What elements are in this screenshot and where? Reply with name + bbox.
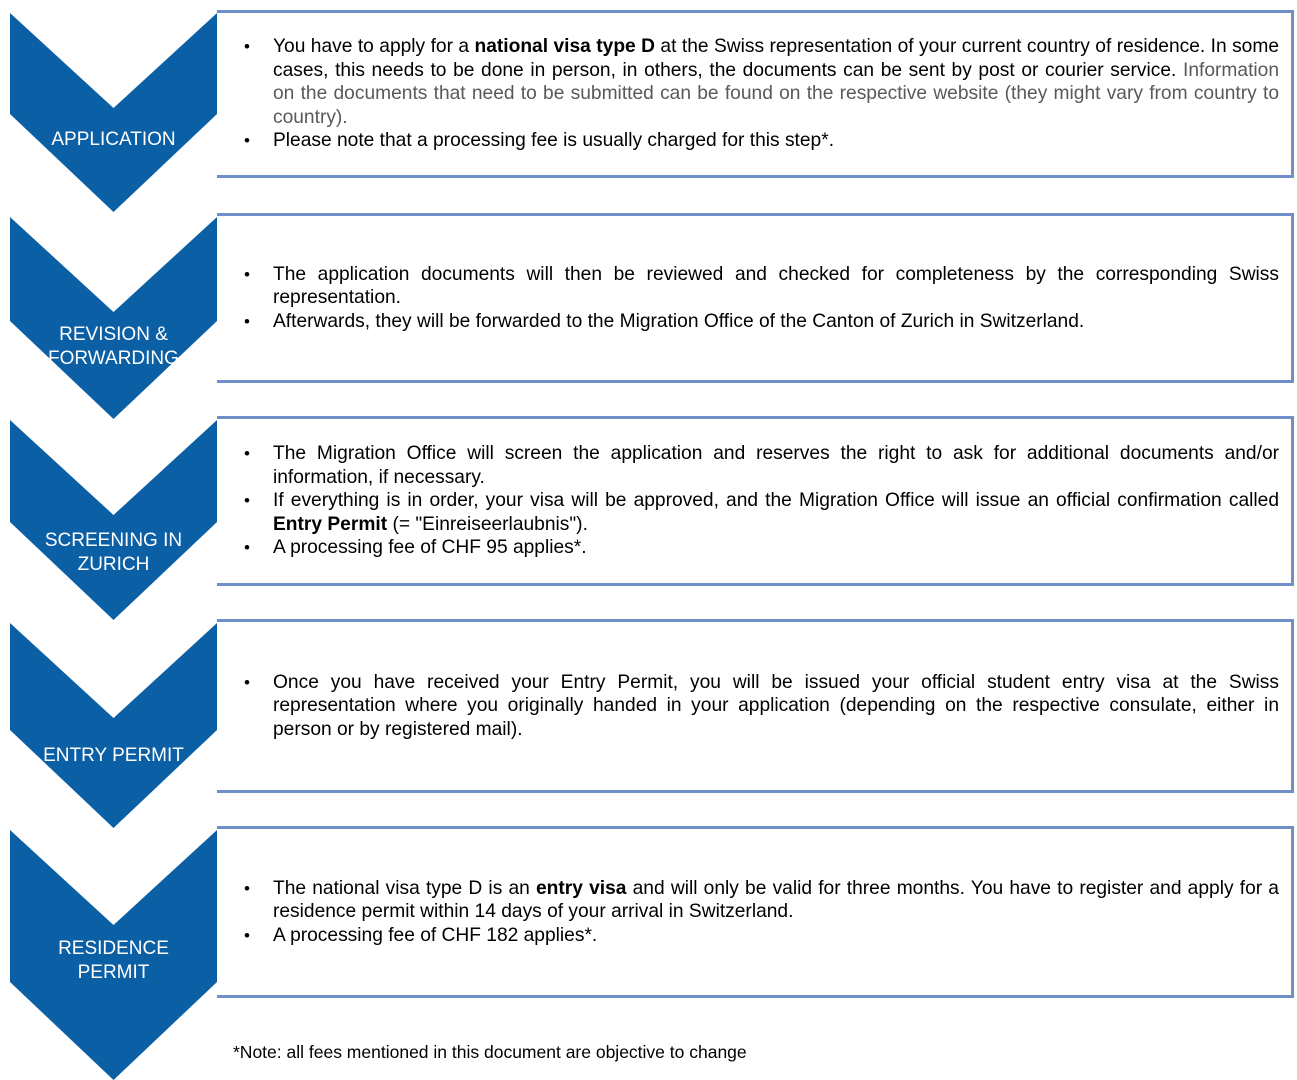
step-label-line: APPLICATION [51,129,176,150]
chevron-step-5 [10,830,217,1080]
step-label [10,937,217,985]
text-run: Once you have received your Entry Permit, you will be issued your official student entry visa at the Swiss representation where you originally handed in your application (depending on the respective consulate, either in person or by registered mail). [273,671,1279,740]
fees-note: *Note: all fees mentioned in this document are objective to change [233,1042,747,1062]
bullet-item [273,263,1279,310]
step-label-line: SCREENING IN [44,530,183,551]
chevron-shape-2 [10,217,217,419]
step-label-line: ZURICH [77,554,150,575]
step-description-box [217,416,1294,586]
text-run: (= "Einreiseerlaubnis"). [387,513,588,535]
bullet-item [273,489,1279,536]
step-description-box [217,213,1294,383]
step-label [10,744,217,768]
chevron-shape-3 [10,420,217,620]
gray-text: Information on the documents that need to be submitted can be found on the respective website (they might vary from country to country). [273,59,1279,128]
bullet-item [273,442,1279,489]
text-run: A processing fee of CHF 95 applies*. [273,537,587,559]
bullet-item [273,35,1279,129]
step-label-line: FORWARDING [48,348,179,369]
chevron-shape-4 [10,623,217,828]
bold-text: entry visa [536,877,627,899]
step-description-box [217,10,1294,178]
text-run: A processing fee of CHF 182 applies*. [273,924,598,946]
chevron-shape-1 [10,13,217,212]
text-run: Please note that a processing fee is usually charged for this step*. [273,130,835,152]
step-label-line: PERMIT [77,962,150,983]
step-label-line: REVISION & [59,324,168,345]
bullet-item [273,877,1279,924]
text-run: and will only be valid for three months. You have to register and apply for a residence permit within 14 days of your arrival in Switzerland. [273,877,1279,923]
bullet-list [217,35,1291,153]
step-label-line: RESIDENCE [58,938,169,959]
step-description-box [217,826,1294,998]
bullet-item [273,536,1279,560]
bold-text: Entry Permit [273,513,388,535]
step-label [10,323,217,371]
text-run: Afterwards, they will be forwarded to the Migration Office of the Canton of Zurich in Switzerland. [273,310,1085,332]
bold-text: national visa type D [474,36,655,58]
text-run: If everything is in order, your visa will be approved, and the Migration Office will issue an official confirmation called [273,490,1279,512]
bullet-list [217,671,1291,742]
bullet-list [217,263,1291,334]
step-label [10,529,217,577]
chevron-step-3 [10,420,217,620]
bullet-list [217,442,1291,560]
bullet-item [273,924,1279,948]
bullet-item [273,671,1279,742]
chevron-step-2 [10,217,217,419]
step-description-box [217,619,1294,793]
text-run: The Migration Office will screen the application and reserves the right to ask for additional documents and/or information, if necessary. [273,443,1279,488]
chevron-step-1 [10,13,217,212]
text-run: The application documents will then be reviewed and checked for completeness by the corresponding Swiss representation. [273,263,1279,309]
bullet-item [273,129,1279,153]
text-run: at the Swiss representation of your current country of residence. In some cases, this needs to be done in person, in others, the documents can be sent by post or courier service. [273,36,1280,81]
step-label [10,128,217,152]
step-label-line: ENTRY PERMIT [43,745,184,766]
chevron-step-4 [10,623,217,828]
text-run: You have to apply for a [273,36,475,58]
text-run: The national visa type D is an [273,877,536,899]
bullet-item [273,310,1279,334]
bullet-list [217,877,1291,948]
